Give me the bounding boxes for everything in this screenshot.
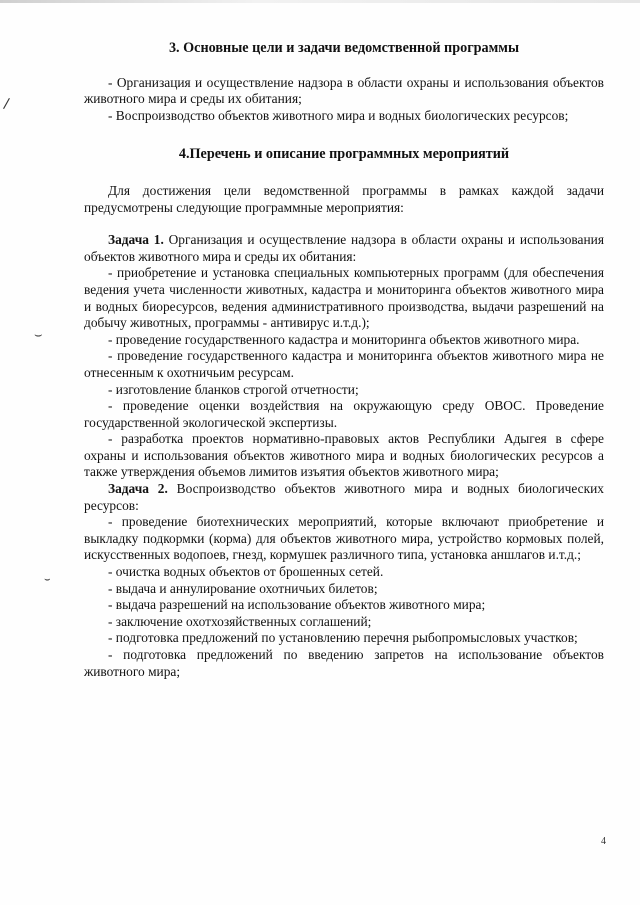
scan-edge <box>0 0 640 3</box>
margin-mark-tick-2: ⌣ <box>44 574 51 585</box>
task-1-text: Организация и осуществление надзора в области охраны и использования объектов животного мира и среды их обитания: <box>84 232 604 264</box>
task-2-item: - подготовка предложений по установлению перечня рыбопромысловых участков; <box>108 630 578 646</box>
margin-mark-slash: / <box>2 95 11 113</box>
task-1-heading <box>84 232 604 265</box>
section-3-title: 3. Основные цели и задачи ведомственной программы <box>168 40 520 56</box>
section-4-intro: Для достижения цели ведомственной программы в рамках каждой задачи предусмотрены следующие программные мероприятия: <box>84 182 604 215</box>
task-2-item: - выдача и аннулирование охотничьих билетов; <box>108 580 378 596</box>
task-2-item: - проведение биотехнических мероприятий, которые включают приобретение и выкладку подкормки (корма) для объектов животного мира, устройство кормовых полей, искусственных водопоев, гнезд, кормушек различного типа, установка аншлагов и.т.д.; <box>84 514 604 563</box>
document-body <box>84 40 604 680</box>
task-2-item: - очистка водных объектов от брошенных сетей. <box>108 564 384 580</box>
goal-item: - Организация и осуществление надзора в области охраны и использования объектов животного мира и среды их обитания; <box>84 74 604 107</box>
task-1-item: - проведение государственного кадастра и мониторинга объектов животного мира не отнесенным к охотничьим ресурсам. <box>84 348 604 380</box>
task-1-item: - проведение оценки воздействия на окружающую среду ОВОС. Проведение государственной экологической экспертизы. <box>84 398 604 430</box>
goal-item: - Воспроизводство объектов животного мира и водных биологических ресурсов; <box>108 107 569 123</box>
section-4-title: 4.Перечень и описание программных мероприятий <box>178 146 510 163</box>
task-2-label: Задача 2. <box>108 481 168 497</box>
task-2-text: Воспроизводство объектов животного мира и водных биологических ресурсов: <box>84 481 604 513</box>
task-2-item: - заключение охотхозяйственных соглашений; <box>108 613 372 629</box>
task-1-item: - приобретение и установка специальных компьютерных программ (для обеспечения ведения учета численности животных, кадастра и мониторинга объектов животного мира и водных биоресурсов, ведения административного производства, выдачи разрешений на добычу животных, программы - антивирус и.т.д.); <box>84 265 604 331</box>
task-1-item: - разработка проектов нормативно-правовых актов Республики Адыгея в сфере охраны и использования объектов животного мира и водных биологических ресурсов а также утверждения объемов лимитов изъятия объектов животного мира; <box>84 431 604 480</box>
page-number: 4 <box>601 836 606 847</box>
task-1-label: Задача 1. <box>108 232 164 248</box>
task-1-item: - изготовление бланков строгой отчетности; <box>108 381 359 397</box>
task-2-item: - подготовка предложений по введению запретов на использование объектов животного мира; <box>84 647 604 679</box>
task-2-item: - выдача разрешений на использование объектов животного мира; <box>108 597 486 613</box>
task-2-heading <box>84 481 604 514</box>
margin-mark-tick: ⌣ <box>34 328 43 343</box>
task-1-item: - проведение государственного кадастра и мониторинга объектов животного мира. <box>108 331 580 347</box>
